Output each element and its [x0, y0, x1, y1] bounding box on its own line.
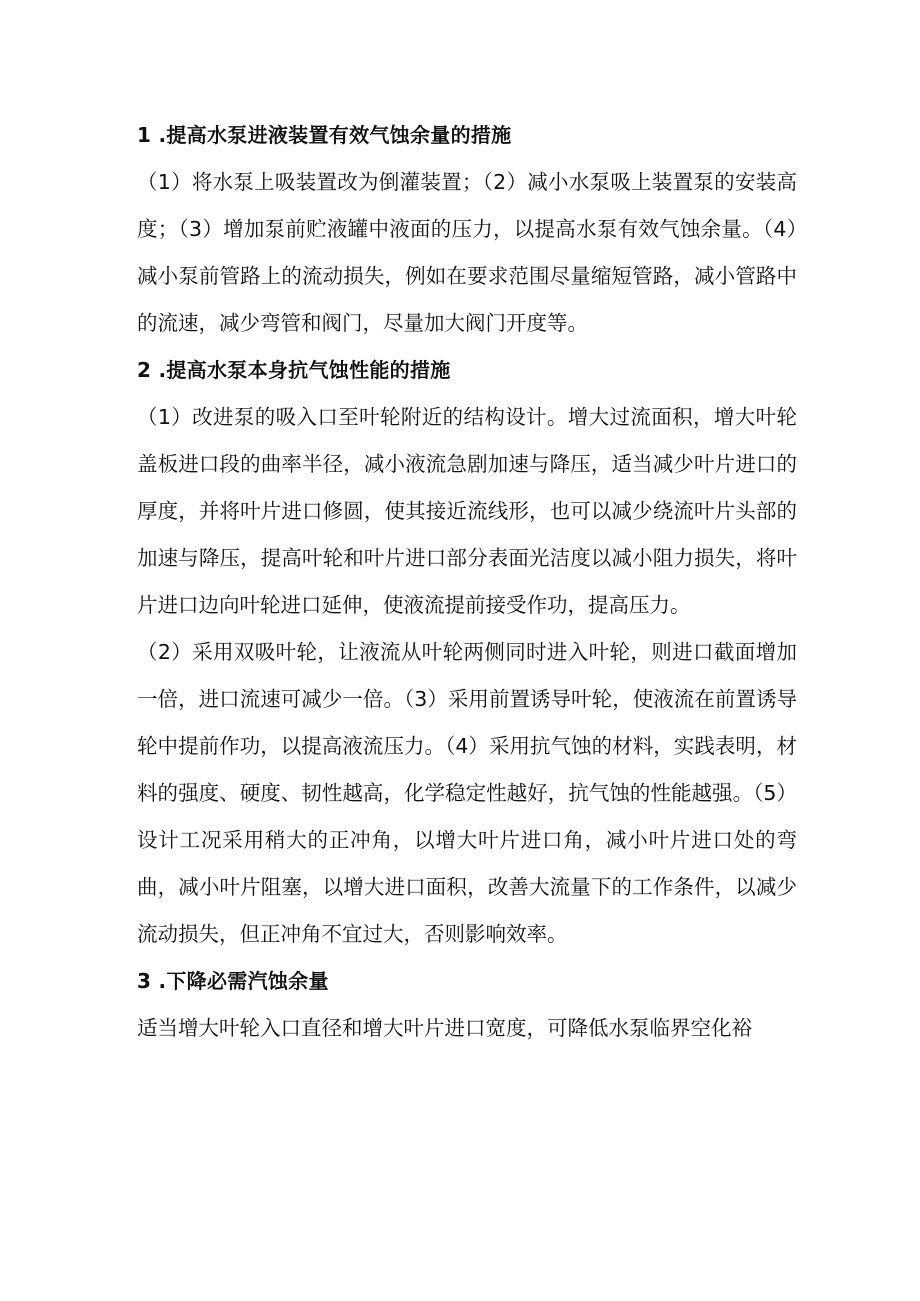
section-2-paragraph-2: （2）采用双吸叶轮，让液流从叶轮两侧同时进入叶轮，则进口截面增加一倍，进口流速可减少一倍。（3）采用前置诱导叶轮，使液流在前置诱导轮中提前作功，以提高液流压力。（4）采用抗气蚀的材料，实践表明，材料的强度、硬度、韧性越高，化学稳定性越好，抗气蚀的性能越强。（5）设计工况采用稍大的正冲角，以增大叶片进口角，减小叶片进口处的弯曲，减小叶片阻塞，以增大进口面积，改善大流量下的工作条件，以减少流动损失，但正冲角不宜过大，否则影响效率。	[137, 640, 797, 946]
document-page	[137, 112, 797, 1052]
section-2-paragraph-1: （1）改进泵的吸入口至叶轮附近的结构设计。增大过流面积，增大叶轮盖板进口段的曲率半径，减小液流急剧加速与降压，适当减少叶片进口的厚度，并将叶片进口修圆，使其接近流线形，也可以减少绕流叶片头部的加速与降压，提高叶轮和叶片进口部分表面光洁度以减小阻力损失，将叶片进口边向叶轮进口延伸，使液流提前接受作功，提高压力。	[137, 405, 797, 617]
section-1-heading: 1 .提高水泵进液装置有效气蚀余量的措施	[137, 123, 512, 147]
section-3-paragraph-1: 适当增大叶轮入口直径和增大叶片进口宽度，可降低水泵临界空化裕	[137, 1016, 752, 1040]
section-2-heading: 2 .提高水泵本身抗气蚀性能的措施	[137, 358, 451, 382]
section-1-paragraph-1: （1）将水泵上吸装置改为倒灌装置；（2）减小水泵吸上装置泵的安装高度；（3）增加泵前贮液罐中液面的压力，以提高水泵有效气蚀余量。（4）减小泵前管路上的流动损失，例如在要求范围尽量缩短管路，减小管路中的流速，减少弯管和阀门，尽量加大阀门开度等。	[137, 170, 797, 335]
section-3-heading: 3 .下降必需汽蚀余量	[137, 969, 329, 993]
